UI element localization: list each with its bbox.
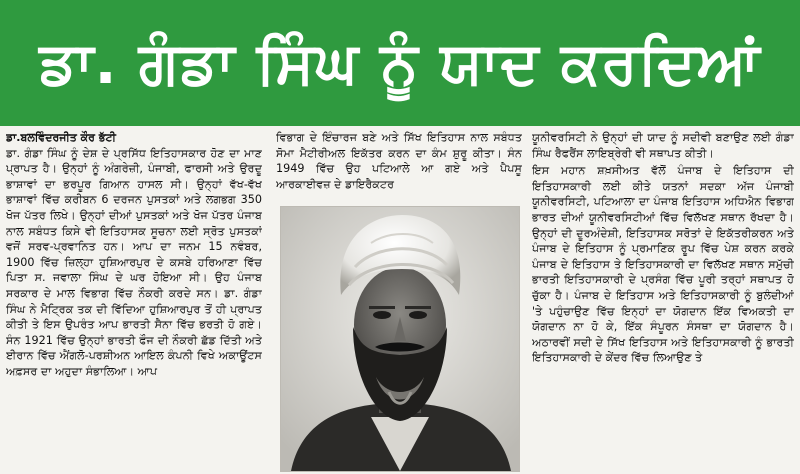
- article-column-3: [532, 130, 794, 474]
- article-text-col3-p1: ਯੂਨੀਵਰਸਿਟੀ ਨੇ ਉਨ੍ਹਾਂ ਦੀ ਯਾਦ ਨੂੰ ਸਦੀਵੀ ਬਣਾਉਣ ਲਈ ਗੰਡਾ ਸਿੰਘ ਰੈਫਰੈਂਸ ਲਾਇਬ੍ਰੇਰੀ ਵੀ ਸਥਾਪਤ ਕੀਤੀ।: [532, 131, 794, 160]
- byline: ਡਾ.ਬਲਵਿੰਦਰਜੀਤ ਕੌਰ ਭੱਟੀ: [6, 131, 116, 144]
- portrait-illustration: [281, 207, 519, 471]
- article-text-col2: ਵਿਭਾਗ ਦੇ ਇੰਚਾਰਜ ਬਣੇ ਅਤੇ ਸਿੱਖ ਇਤਿਹਾਸ ਨਾਲ ਸਬੰਧਤ ਸੋਮਾ ਮੈਟੀਰੀਅਲ ਇਕੱਤਰ ਕਰਨ ਦਾ ਕੰਮ ਸ਼ੁਰੂ ਕੀਤਾ। ਸੰਨ 1949 ਵਿੱਚ ਉਹ ਪਟਿਆਲੇ ਆ ਗਏ ਅਤੇ ਪੈਪਸੂ ਆਰਕਾਈਵਜ਼ ਦੇ ਡਾਇਰੈਕਟਰ: [276, 131, 522, 191]
- headline: ਡਾ. ਗੰਡਾ ਸਿੰਘ ਨੂੰ ਯਾਦ ਕਰਦਿਆਂ: [39, 28, 761, 97]
- portrait-photo: [280, 206, 520, 472]
- headline-banner: [0, 0, 800, 126]
- article-text-col3-p2: ਇਸ ਮਹਾਨ ਸ਼ਖ਼ਸੀਅਤ ਵੱਲੋਂ ਪੰਜਾਬ ਦੇ ਇਤਿਹਾਸ ਦੀ ਇਤਿਹਾਸਕਾਰੀ ਲਈ ਕੀਤੇ ਯਤਨਾਂ ਸਦਕਾ ਅੱਜ ਪੰਜਾਬੀ ਯੂਨੀਵਰਸਿਟੀ, ਪਟਿਆਲਾ ਦਾ ਪੰਜਾਬ ਇਤਿਹਾਸ ਅਧਿਐਨ ਵਿਭਾਗ ਭਾਰਤ ਦੀਆਂ ਯੂਨੀਵਰਸਿਟੀਆਂ ਵਿੱਚ ਵਿਲੱਖਣ ਸਥਾਨ ਰੱਖਦਾ ਹੈ। ਉਨ੍ਹਾਂ ਦੀ ਦੂਰਅੰਦੇਸ਼ੀ, ਇਤਿਹਾਸਕ ਸਰੋਤਾਂ ਦੇ ਇਕੱਤਰੀਕਰਨ ਅਤੇ ਪੰਜਾਬ ਦੇ ਇਤਿਹਾਸ ਨੂੰ ਪ੍ਰਮਾਣਿਕ ਰੂਪ ਵਿੱਚ ਪੇਸ਼ ਕਰਨ ਕਰਕੇ ਪੰਜਾਬ ਦੇ ਇਤਿਹਾਸ ਤੇ ਇਤਿਹਾਸਕਾਰੀ ਦਾ ਵਿਲੱਖਣ ਸਥਾਨ ਸਮੁੱਚੀ ਭਾਰਤੀ ਇਤਿਹਾਸਕਾਰੀ ਦੇ ਪ੍ਰਸੰਗ ਵਿੱਚ ਪੂਰੀ ਤਰ੍ਹਾਂ ਸਥਾਪਤ ਹੋ ਚੁੱਕਾ ਹੈ। ਪੰਜਾਬ ਦੇ ਇਤਿਹਾਸ ਅਤੇ ਇਤਿਹਾਸਕਾਰੀ ਨੂੰ ਬੁਲੰਦੀਆਂ 'ਤੇ ਪਹੁੰਚਾਉਣ ਵਿੱਚ ਇਨ੍ਹਾਂ ਦਾ ਯੋਗਦਾਨ ਇੱਕ ਵਿਅਕਤੀ ਦਾ ਯੋਗਦਾਨ ਨਾ ਹੋ ਕੇ, ਇੱਕ ਸੰਪੂਰਨ ਸੰਸਥਾ ਦਾ ਯੋਗਦਾਨ ਹੈ। ਅਠਾਰਵੀਂ ਸਦੀ ਦੇ ਸਿੱਖ ਇਤਿਹਾਸ ਅਤੇ ਇਤਿਹਾਸਕਾਰੀ ਨੂੰ ਭਾਰਤੀ ਇਤਿਹਾਸਕਾਰੀ ਦੇ ਕੇਂਦਰ ਵਿੱਚ ਲਿਆਉਣ ਤੇ: [532, 164, 794, 365]
- article-column-1: [6, 130, 262, 474]
- article-text-col1: ਡਾ. ਗੰਡਾ ਸਿੰਘ ਨੂੰ ਦੇਸ਼ ਦੇ ਪ੍ਰਸਿੱਧ ਇਤਿਹਾਸਕਾਰ ਹੋਣ ਦਾ ਮਾਣ ਪ੍ਰਾਪਤ ਹੈ। ਉਨ੍ਹਾਂ ਨੂੰ ਅੰਗਰੇਜ਼ੀ, ਪੰਜਾਬੀ, ਫਾਰਸੀ ਅਤੇ ਉਰਦੂ ਭਾਸ਼ਾਵਾਂ ਦਾ ਭਰਪੂਰ ਗਿਆਨ ਹਾਸਲ ਸੀ। ਉਨ੍ਹਾਂ ਵੱਖ-ਵੱਖ ਭਾਸ਼ਾਵਾਂ ਵਿੱਚ ਕਰੀਬਨ 6 ਦਰਜਨ ਪੁਸਤਕਾਂ ਅਤੇ ਲਗਭਗ 350 ਖੋਜ ਪੱਤਰ ਲਿਖੇ। ਉਨ੍ਹਾਂ ਦੀਆਂ ਪੁਸਤਕਾਂ ਅਤੇ ਖੋਜ ਪੱਤਰ ਪੰਜਾਬ ਨਾਲ ਸਬੰਧਤ ਕਿਸੇ ਵੀ ਇਤਿਹਾਸਕ ਸੂਚਨਾ ਲਈ ਸ੍ਰੋਤ ਪੁਸਤਕਾਂ ਵਜੋਂ ਸਰਵ-ਪ੍ਰਵਾਨਿਤ ਹਨ। ਆਪ ਦਾ ਜਨਮ 15 ਨਵੰਬਰ, 1900 ਵਿੱਚ ਜ਼ਿਲ੍ਹਾ ਹੁਸ਼ਿਆਰਪੁਰ ਦੇ ਕਸਬੇ ਹਰਿਆਣਾ ਵਿੱਚ ਪਿਤਾ ਸ. ਜਵਾਲਾ ਸਿੰਘ ਦੇ ਘਰ ਹੋਇਆ ਸੀ। ਉਹ ਪੰਜਾਬ ਸਰਕਾਰ ਦੇ ਮਾਲ ਵਿਭਾਗ ਵਿੱਚ ਨੌਕਰੀ ਕਰਦੇ ਸਨ। ਡਾ. ਗੰਡਾ ਸਿੰਘ ਨੇ ਮੈਟ੍ਰਿਕ ਤਕ ਦੀ ਵਿੱਦਿਆ ਹੁਸ਼ਿਆਰਪੁਰ ਤੋਂ ਹੀ ਪ੍ਰਾਪਤ ਕੀਤੀ ਤੇ ਇਸ ਉਪਰੰਤ ਆਪ ਭਾਰਤੀ ਸੈਨਾ ਵਿੱਚ ਭਰਤੀ ਹੋ ਗਏ। ਸੰਨ 1921 ਵਿੱਚ ਉਨ੍ਹਾਂ ਭਾਰਤੀ ਫੌਜ ਦੀ ਨੌਕਰੀ ਛੱਡ ਦਿੱਤੀ ਅਤੇ ਈਰਾਨ ਵਿੱਚ ਐਂਗਲੋ-ਪਰਸ਼ੀਅਨ ਆਇਲ ਕੰਪਨੀ ਵਿਖੇ ਅਕਾਊਂਟਸ ਅਫ਼ਸਰ ਦਾ ਅਹੁਦਾ ਸੰਭਾਲਿਆ। ਆਪ: [6, 146, 262, 378]
